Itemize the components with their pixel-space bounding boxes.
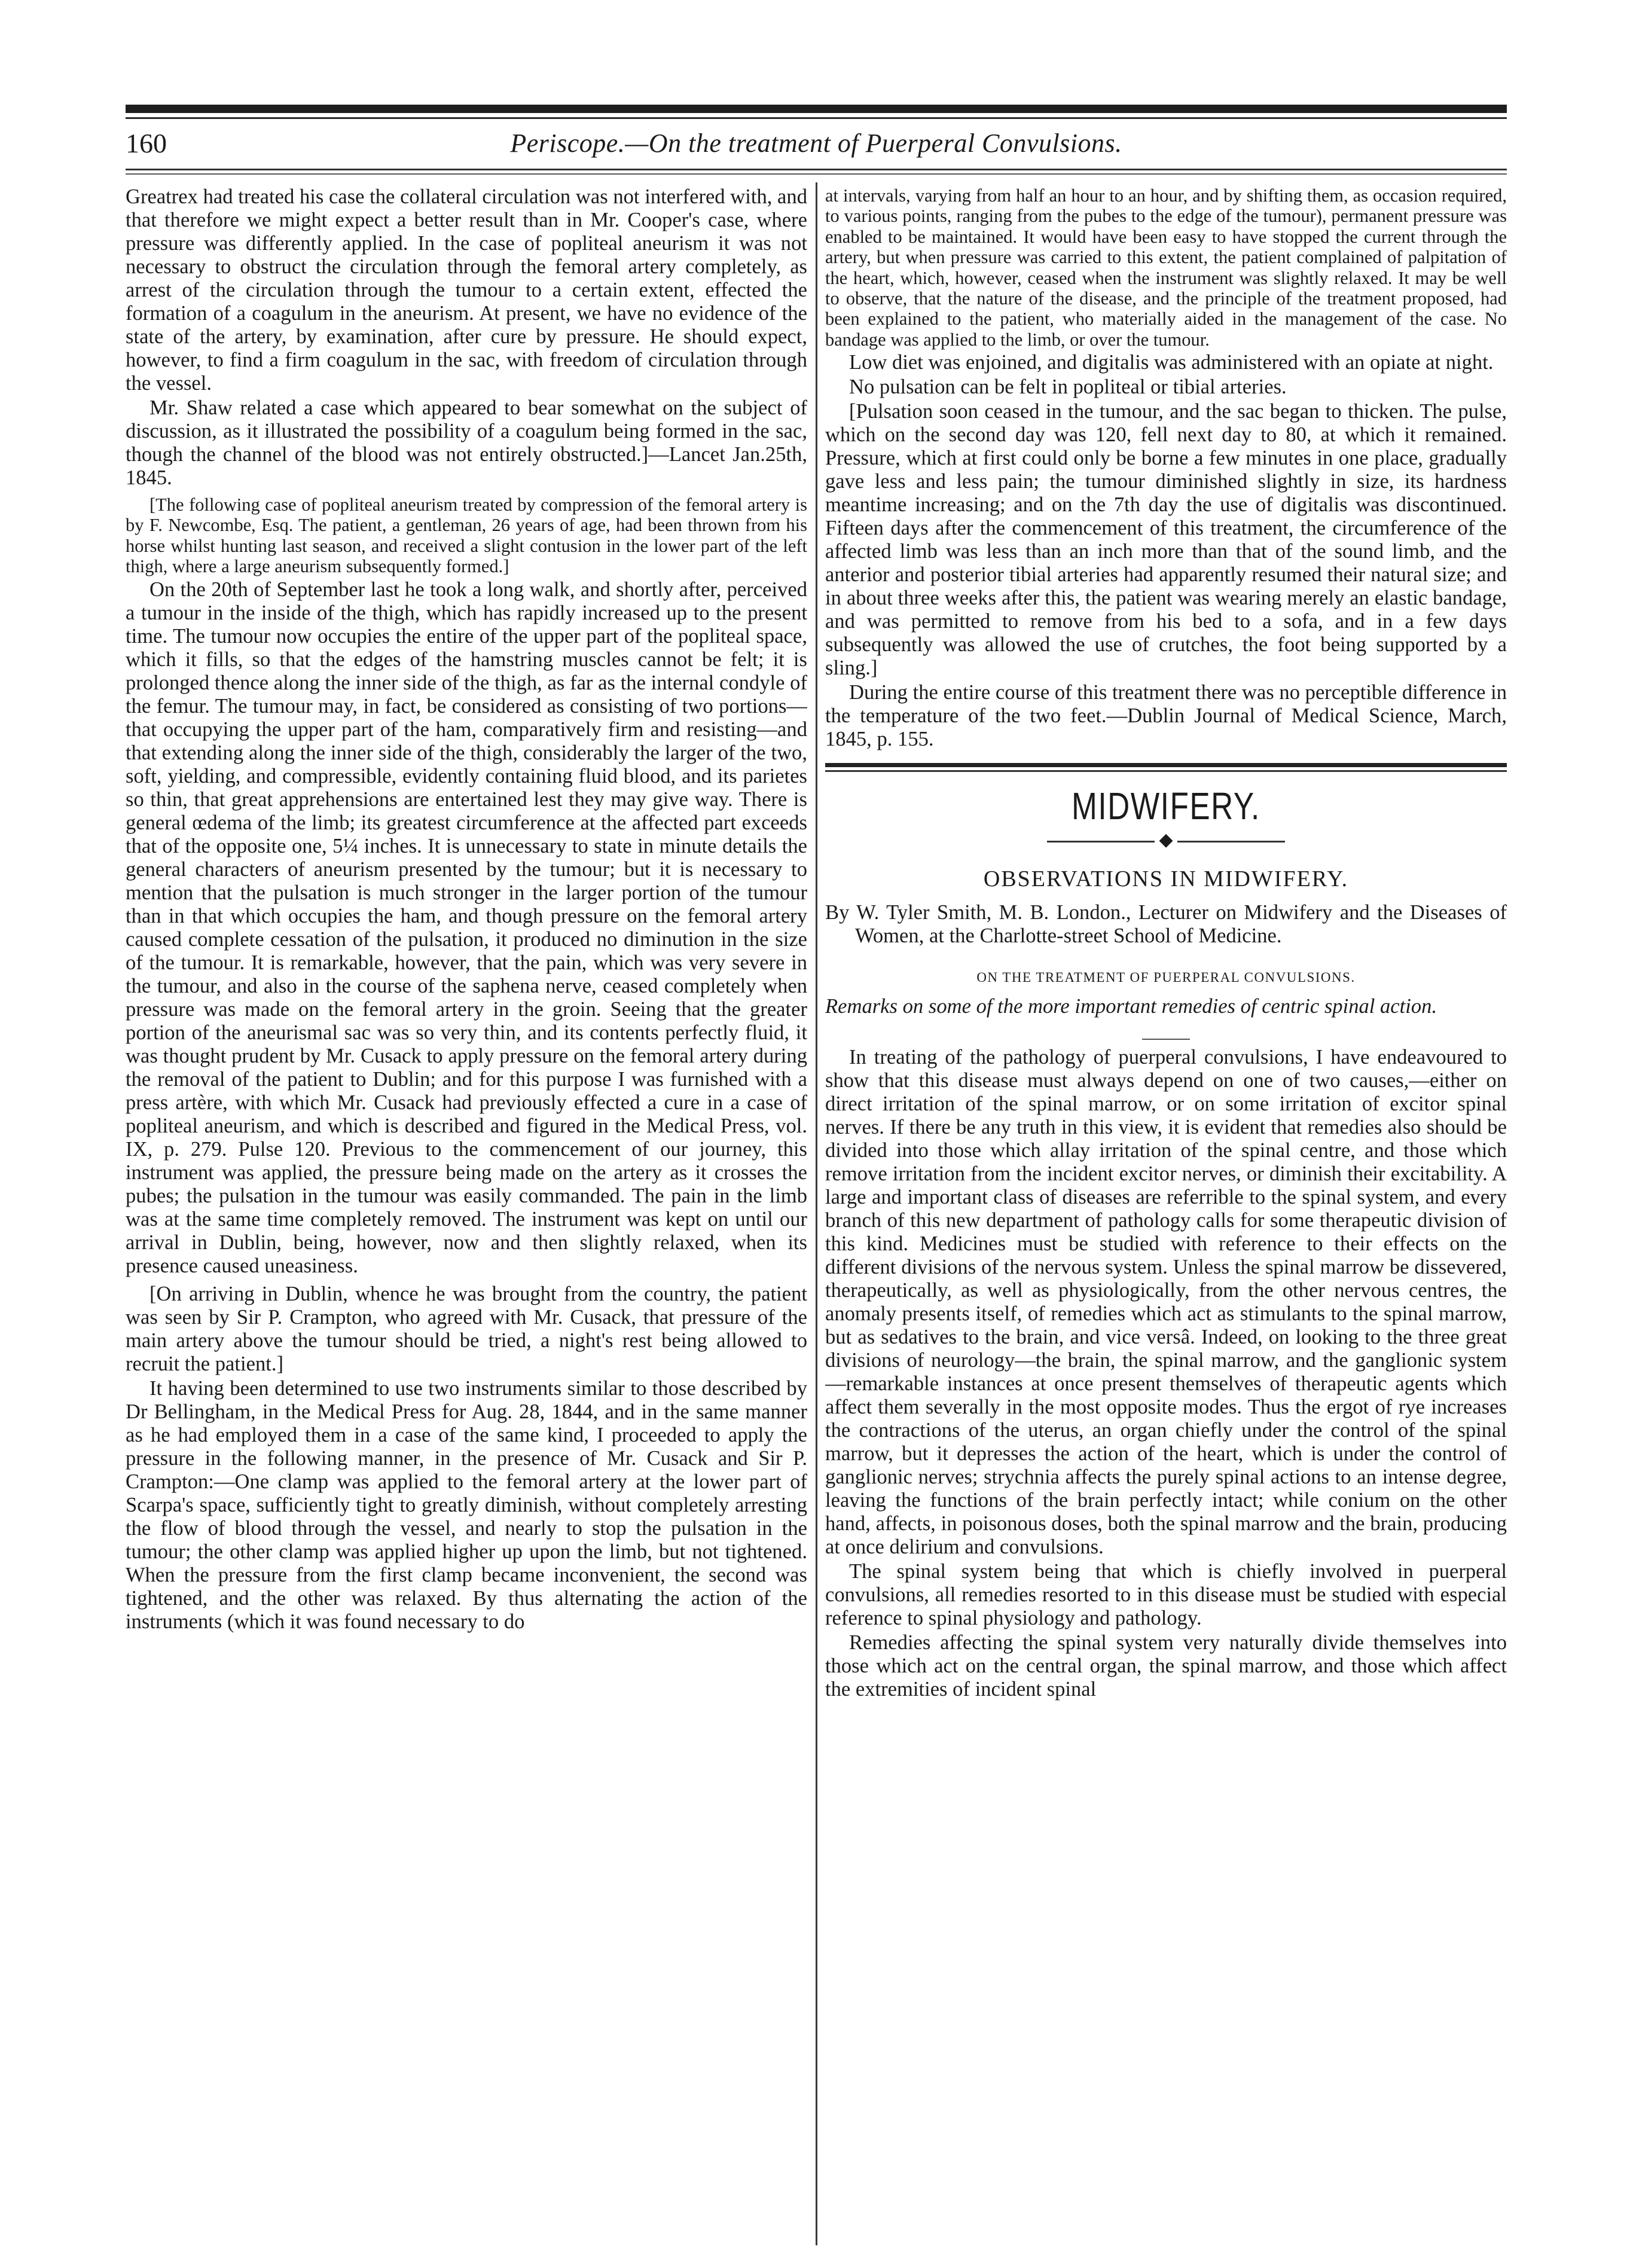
remarks-rule xyxy=(1142,1039,1190,1040)
section-rule-thin xyxy=(825,770,1507,772)
right-column xyxy=(825,185,1507,2242)
column-divider xyxy=(816,182,817,2245)
top-thick-rule xyxy=(126,105,1507,113)
top-thin-rule xyxy=(126,117,1507,119)
right-body-3: Remedies affecting the spinal system very naturally divide themselves into those which act on the central organ, the spinal marrow, and those which affect the extremities of incident spinal xyxy=(825,1631,1507,1701)
page-number: 160 xyxy=(126,128,167,158)
right-paragraph-1: at intervals, varying from half an hour to an hour, and by shifting them, as occasion required, to various points, ranging from the pubes to the edge of the tumour), permanent pressure was enabled to be maintained. It would have been easy to have stopped the current through the artery, but when pressure was carried to this extent, the patient complained of palpitation of the heart, which, however, ceased when the instrument was slightly relaxed. It may be well to observe, that the nature of the disease, and the principle of the treatment proposed, had been explained to the patient, who materially aided in the management of the case. No bandage was applied to the limb, or over the tumour. xyxy=(825,185,1507,350)
left-paragraph-4: On the 20th of September last he took a long walk, and shortly after, perceived a tumour in the inside of the thigh, which has rapidly increased up to the present time. The tumour now occupies the entire of the upper part of the popliteal space, which it fills, so that the edges of the hamstring muscles cannot be felt; it is prolonged thence along the inner side of the thigh, as far as the internal condyle of the femur. The tumour may, in fact, be considered as consisting of two portions—that occupying the upper part of the ham, comparatively firm and resisting—and that extending along the inner side of the thigh, considerably the larger of the two, soft, yielding, and compressible, evidently containing fluid blood, and its parietes so thin, that great apprehensions are entertained lest they may give way. There is general œdema of the limb; its greatest circumference at the affected part exceeds that of the opposite one, 5¼ inches. It is unnecessary to state in minute details the general characters of aneurism presented by the tumour; but it is necessary to mention that the pulsation is much stronger in the larger portion of the tumour than in that which occupies the ham, and though pressure on the femoral artery caused complete cessation of the pulsation, it produced no diminution in the size of the tumour. It is remarkable, however, that the pain, which was very severe in the tumour, and also in the course of the saphena nerve, ceased completely when pressure was made on the femoral artery in the groin. Seeing that the greater portion of the aneurismal sac was so very thin, and its contents perfectly fluid, it was thought prudent by Mr. Cusack to apply pressure on the femoral artery during the removal of the patient to Dublin; and for this purpose I was furnished with a press artère, with which Mr. Cusack had previously effected a cure in a case of popliteal aneurism, and which is described and figured in the Medical Press, vol. IX, p. 279. Pulse 120. Previous to the commencement of our journey, this instrument was applied, the pressure being made on the artery as it crosses the pubes; the pulsation in the tumour was easily commanded. The pain in the limb was at the same time completely removed. The instrument was kept on until our arrival in Dublin, being, however, now and then slightly relaxed, when its presence caused uneasiness. xyxy=(126,578,807,1277)
left-paragraph-2: Mr. Shaw related a case which appeared to bear somewhat on the subject of discussion, as it illustrated the possibility of a coagulum being formed in the sac, though the channel of the blood was not entirely obstructed.]—Lancet Jan.25th, 1845. xyxy=(126,396,807,489)
article-title: OBSERVATIONS IN MIDWIFERY. xyxy=(983,866,1349,892)
right-paragraph-4: [Pulsation soon ceased in the tumour, and the sac began to thicken. The pulse, which on the second day was 120, fell next day to 80, at which it remained. Pressure, which at first could only be borne a few minutes in one place, gradually gave less and less pain; the tumour diminished slightly in size, its hardness meantime increasing; and on the 7th day the use of digitalis was discontinued. Fifteen days after the commencement of this treatment, the circumference of the affected limb was less than an inch more than that of the sound limb, and the anterior and posterior tibial arteries had apparently resumed their natural size; and in about three weeks after this, the patient was wearing merely an elastic bandage, and was permitted to remove from his bed to a sofa, and in a few days subsequently was allowed the use of crutches, the foot being supported by a sling.] xyxy=(825,400,1507,680)
ornament-divider: ◆ xyxy=(825,831,1507,850)
right-paragraph-5: During the entire course of this treatment there was no perceptible difference in the temperature of the two feet.—Dublin Journal of Medical Science, March, 1845, p. 155. xyxy=(825,681,1507,751)
remarks-heading: Remarks on some of the more important remedies of centric spinal action. xyxy=(825,994,1437,1018)
section-title: MIDWIFERY. xyxy=(1072,785,1260,828)
subhead: ON THE TREATMENT OF PUERPERAL CONVULSIONS. xyxy=(976,969,1356,985)
running-head xyxy=(126,126,1507,167)
right-paragraph-3: No pulsation can be felt in popliteal or tibial arteries. xyxy=(849,376,1287,399)
header-rule-secondary xyxy=(126,173,1507,175)
right-paragraph-2: Low diet was enjoined, and digitalis was administered with an opiate at night. xyxy=(849,351,1494,374)
section-rule-thick xyxy=(825,763,1507,767)
left-paragraph-6: It having been determined to use two instruments similar to those described by Dr Bellingham, in the Medical Press for Aug. 28, 1844, and in the same manner as he had employed them in a case of the same kind, I proceeded to apply the pressure in the following manner, in the presence of Mr. Cusack and Sir P. Crampton:—One clamp was applied to the femoral artery at the lower part of Scarpa's space, sufficiently tight to greatly diminish, without completely arresting the flow of blood through the vessel, and nearly to stop the pulsation in the tumour; the other clamp was applied higher up upon the limb, but not tightened. When the pressure from the first clamp became inconvenient, the second was tightened, and the other was relaxed. By thus alternating the action of the instruments (which it was found necessary to do xyxy=(126,1376,807,1633)
byline: By W. Tyler Smith, M. B. London., Lecturer on Midwifery and the Diseases of Women, at the Charlotte-street School of Medicine. xyxy=(825,901,1507,948)
right-body-1: In treating of the pathology of puerperal convulsions, I have endeavoured to show that this disease must always depend on one of two causes,—either on direct irritation of the spinal marrow, or on some irritation of excitor spinal nerves. If there be any truth in this view, it is evident that remedies also should be divided into those which allay irritation of the spinal centre, and those which remove irritation from the incident excitor nerves, or diminish their excitability. A large and important class of diseases are referrible to the spinal system, and every branch of this new department of pathology calls for some therapeutic division of this kind. Medicines must be studied with reference to their effects on the different divisions of the nervous system. Unless the spinal marrow be dissevered, therapeutically, as well as physiologically, from the other nervous centres, the anomaly presents itself, of remedies which act as stimulants to the spinal marrow, but as sedatives to the brain, and vice versâ. Indeed, on looking to the three great divisions of neurology—the brain, the spinal marrow, and the ganglionic system—remarkable instances at once present themselves of therapeutic agents which affect them severally in the most opposite modes. Thus the ergot of rye increases the contractions of the uterus, an organ chiefly under the control of the spinal marrow, but it depresses the action of the heart, which is under the control of ganglionic nerves; strychnia affects the purely spinal actions to an intense degree, leaving the functions of the brain perfectly intact; while conium on the other hand, affects, in poisonous doses, both the spinal marrow and the brain, producing at once delirium and convulsions. xyxy=(825,1046,1507,1559)
running-title: Periscope.—On the treatment of Puerperal Convulsions. xyxy=(510,129,1122,158)
left-column xyxy=(126,185,807,2242)
right-body-2: The spinal system being that which is chiefly involved in puerperal convulsions, all remedies resorted to in this disease must be studied with especial reference to spinal physiology and pathology. xyxy=(825,1560,1507,1630)
header-rule xyxy=(126,169,1507,170)
left-paragraph-1: Greatrex had treated his case the collateral circulation was not interfered with, and that therefore we might expect a better result than in Mr. Cooper's case, where pressure was differently applied. In the case of popliteal aneurism it was not necessary to obstruct the circulation through the femoral artery completely, as arrest of the circulation through the tumour to a certain extent, effected the formation of a coagulum in the aneurism. At present, we have no evidence of the state of the artery, by examination, after cure by pressure. He should expect, however, to find a firm coagulum in the sac, with freedom of circulation through the vessel. xyxy=(126,185,807,395)
left-paragraph-5: [On arriving in Dublin, whence he was brought from the country, the patient was seen by Sir P. Crampton, who agreed with Mr. Cusack, that pressure of the main artery above the tumour should be tried, a night's rest being allowed to recruit the patient.] xyxy=(126,1282,807,1375)
left-paragraph-3: [The following case of popliteal aneurism treated by compression of the femoral artery is by F. Newcombe, Esq. The patient, a gentleman, 26 years of age, had been thrown from his horse whilst hunting last season, and received a slight contusion in the lower part of the left thigh, where a large aneurism subsequently formed.] xyxy=(126,494,807,577)
